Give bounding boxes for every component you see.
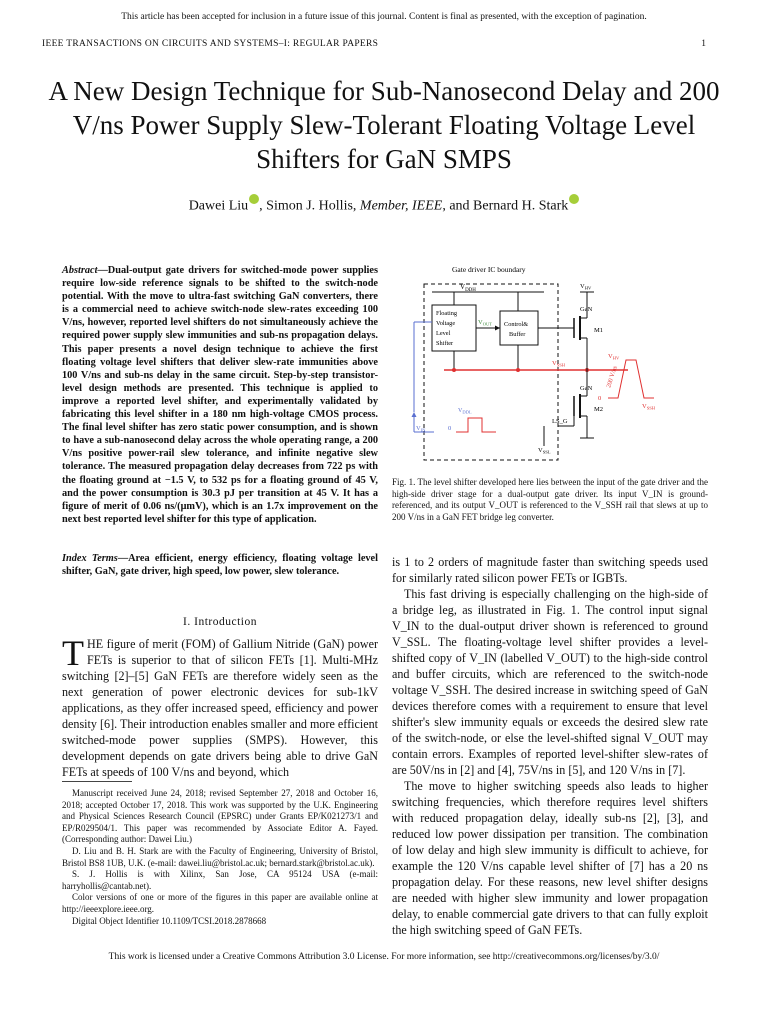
fvls-line-1: Floating <box>436 310 457 317</box>
author-list: Dawei Liu , Simon J. Hollis, Member, IEEE, and Bernard H. Stark <box>0 194 768 215</box>
right-column-text <box>392 554 708 938</box>
fvls-line-3: Level <box>436 330 451 337</box>
top-notice: This article has been accepted for inclusion in a future issue of this journal. Content is final as presented, with the exception of pagination. <box>121 12 647 22</box>
vssh-waveform-label: $V_{SSH}$ <box>642 403 655 411</box>
intro-text: HE figure of merit (FOM) of Gallium Nitride (GaN) power FETs is superior to that of silicon FETs [1]. Multi-MHz switching [2]–[5] GaN FETs are therefore widely seen as the next generation of power electronic devices for sub-1kV applications, as they offer increased speed, efficiency and power density [6]. Their introduction enables smaller and more efficient switched-mode power supplies (SMPS). However, this development depends on gate drivers being able to drive GaN FETs at speeds of 100 V/ns and beyond, which <box>62 637 378 779</box>
author-2-membership: Member, IEEE <box>359 198 443 214</box>
caption-text: The level shifter developed here lies between the input of the gate driver and the high-side driver stage for a dual-output gate driver. Its input V_IN is ground-referenced, and its output V_OUT is referenced to the V_SSH rail that slews at up to 200 V/ns in a GaN FET bridge leg converter. <box>392 477 708 522</box>
abstract: Abstract—Dual-output gate drivers for switched-mode power supplies require low-side reference signals to be shifted to the switch-node potential. With the move to ultra-fast switching GaN converters, there is a commercial need to achieve switch-node slew-rates exceeding 100 V/ns, however, reported level shifters do not simultaneously achieve the required power supply slew immunities and sub-ns propagation delays. This paper presents a novel design technique to achieve the first floating voltage level shifters that deliver slew-rate immunities above 100 V/ns and sub-ns delay in the same circuit. Step-by-step transistor-level design methods are presented. This technique is applied to improve a reported level shifter, and experimentally validated by fabricating this level shifter in a 180 nm high-voltage CMOS process. The final level shifter has zero static power consumption, and is shown to have a sub-nanosecond delay across the whole operating range, a 200 V/ns positive power-rail slew tolerance, and infinite negative slew tolerance. The measured propagation delay decreases from 722 ps with the floating ground at −1.5 V, to 532 ps for a floating ground of 45 V, and the power consumption is 30.3 pJ per transition at 45 V. It has a figure of merit of 0.06 ns/(μmV), which is an 1.7x improvement on the next best reported level shifter for this type of application. <box>62 265 378 525</box>
gan-2-label: GaN <box>580 385 593 392</box>
fvls-line-4: Shifter <box>436 340 454 347</box>
author-3: and Bernard H. Stark <box>449 198 569 214</box>
dropcap: T <box>62 633 84 673</box>
figure-caption <box>392 477 708 523</box>
author-2: Simon J. Hollis, <box>266 198 357 214</box>
orcid-icon[interactable] <box>249 194 259 204</box>
control-buffer-block <box>500 311 538 345</box>
vssh-label: $V_{SSH}$ <box>552 360 565 368</box>
ic-boundary-label: Gate driver IC boundary <box>452 265 526 274</box>
footnote-affiliation-1: D. Liu and B. H. Stark are with the Faculty of Engineering, University of Bristol, Bristol BS8 1UB, U.K. (e-mail: dawei.liu@bristol.ac.uk; bernard.stark@bristol.ac.uk). <box>62 845 378 868</box>
figure-1-schematic <box>404 262 704 472</box>
m2-label: M2 <box>594 406 604 413</box>
paragraph: is 1 to 2 orders of magnitude faster than switching speeds used for similarly rated silicon power FETs or IGBTs. <box>392 555 708 585</box>
paragraph: The move to higher switching speeds also leads to higher switching frequencies, which therefore requires level shifters with reduced propagation delay, ideally sub-ns [2], [3], and reduced low power dissipation per transition. The combination of low delay and high slew immunity is difficult to achieve, for example the 120 V/ns capable level shifter of [7] has a 20 ns propagation delay. For these reasons, new level shifter designs are needed with higher slew immunity and lower propagation delay, to enable commercial gate drivers to that can fully exploit the high switching speed of GaN FETs. <box>392 779 708 937</box>
orcid-icon[interactable] <box>569 194 579 204</box>
vssh-zero-label: 0 <box>598 395 602 402</box>
m1-label: M1 <box>594 327 604 334</box>
intro-paragraph <box>62 633 378 780</box>
footnotes <box>62 788 378 927</box>
index-terms-text: Area efficient, energy efficiency, floating voltage level shifter, GaN, gate driver, high speed, low power, slew tolerance. <box>62 553 378 578</box>
gan-1-label: GaN <box>580 306 593 313</box>
abstract-label: Abstract <box>62 265 98 276</box>
footnote-color: Color versions of one or more of the figures in this paper are available online at http://ieeexplore.ieee.org. <box>62 892 378 914</box>
index-terms-label: Index Terms <box>62 553 118 564</box>
buffer-line-1: Control& <box>504 321 529 328</box>
fvls-line-2: Voltage <box>436 320 456 327</box>
footnote-affiliation-2: S. J. Hollis is with Xilinx, San Jose, CA 95124 USA (e-mail: harryhollis@cantab.net). <box>62 869 378 891</box>
license-footer: This work is licensed under a Creative Commons Attribution 3.0 License. For more information, see http://creativecommons.org/licenses/by/3.0/ <box>108 952 660 962</box>
buffer-line-2: Buffer <box>509 331 526 338</box>
paper-title: A New Design Technique for Sub-Nanosecond Delay and 200 V/ns Power Supply Slew-Tolerant Floating Voltage Level Shifters for GaN SMPS <box>48 76 720 174</box>
footnote-divider <box>62 781 132 782</box>
vout-label: $V_{OUT}$ <box>478 319 492 327</box>
vin-zero-label: 0 <box>448 425 452 432</box>
vssl-label: $V_{SSL}$ <box>538 447 551 455</box>
vin-waveform <box>456 418 496 432</box>
author-1: Dawei Liu <box>188 198 249 214</box>
footnote-manuscript: Manuscript received June 24, 2018; revised September 27, 2018 and October 16, 2018; accepted October 17, 2018. This work was supported by the U.K. Engineering and Physical Sciences Research Council (EPSRC) under Grants EP/K021273/1 and EP/R029504/1. This paper was recommended by Associate Editor A. Fayed. (Corresponding author: Dawei Liu.) <box>62 788 378 845</box>
slew-rate-label: 200 V/ns <box>605 365 619 389</box>
lsg-label: LS_G <box>552 418 568 425</box>
page-number: 1 <box>701 39 706 49</box>
section-heading: I. Introduction <box>183 616 257 628</box>
vhv-label: $V_{HV}$ <box>580 283 592 291</box>
abstract-text: Dual-output gate drivers for switched-mode power supplies require low-side reference signals to be shifted to the switch-node potential. With the move to ultra-fast switching GaN converters, there is a commercial need to achieve switch-node slew-rates exceeding 100 V/ns, however, reported level shifters do not simultaneously achieve the required power supply slew immunities and sub-ns propagation delays. This paper presents a novel design technique to achieve the first floating voltage level shifters that deliver slew-rate immunities above 100 V/ns and sub-ns delay in the same circuit. Step-by-step transistor-level design methods are presented. This technique is applied to improve a reported level shifter, and experimentally validated by fabricating this level shifter in a 180 nm high-voltage CMOS process. The final level shifter has zero static power consumption, and is shown to have a sub-nanosecond delay across the whole operating range, a 200 V/ns positive power-rail slew tolerance, and infinite negative slew tolerance. The measured propagation delay decreases from 722 ps with the floating ground at −1.5 V, to 532 ps for a floating ground of 45 V, and the power consumption is 30.3 pJ per transition at 45 V. It has a figure of merit of 0.06 ns/(μmV), which is an 1.7x improvement on the next best reported level shifter for this type of application. <box>62 265 378 525</box>
footnote-doi: Digital Object Identifier 10.1109/TCSI.2018.2878668 <box>72 915 267 926</box>
index-terms: Index Terms—Area efficient, energy efficiency, floating voltage level shifter, GaN, gate driver, high speed, low power, slew tolerance. <box>62 553 378 578</box>
vddl-label: $V_{DDL}$ <box>458 408 472 415</box>
paragraph: This fast driving is especially challenging on the high-side of a bridge leg, as illustrated in Fig. 1. The control input signal V_IN to the dual-output driver shown is referenced to ground V_SSL. The floating-voltage level shifter provides a level-shifted copy of V_IN (labelled V_OUT) to the high-side control and buffer circuits, which are referenced to the switch-node voltage V_SSH. The desired increase in switching speed of GaN devices therefore comes with a requirement to ensure that level shifter's slew immunity equals or exceeds the desired slew rate of the switch-node, or else the level-shifted signal V_OUT may contain errors. Examples of reported level-shifter slew-rates of are 50V/ns in [2] and [4], 75V/ns in [5], and 120 V/ns in [7]. <box>392 587 708 777</box>
journal-name: IEEE TRANSACTIONS ON CIRCUITS AND SYSTEMS–I: REGULAR PAPERS <box>42 39 379 49</box>
vddh-label: $V_{DDH}$ <box>460 283 476 293</box>
vhv-waveform-label: $V_{HV}$ <box>608 353 620 361</box>
caption-label: Fig. 1. <box>392 477 416 487</box>
vin-label: $V_{IN}$ <box>416 425 426 433</box>
